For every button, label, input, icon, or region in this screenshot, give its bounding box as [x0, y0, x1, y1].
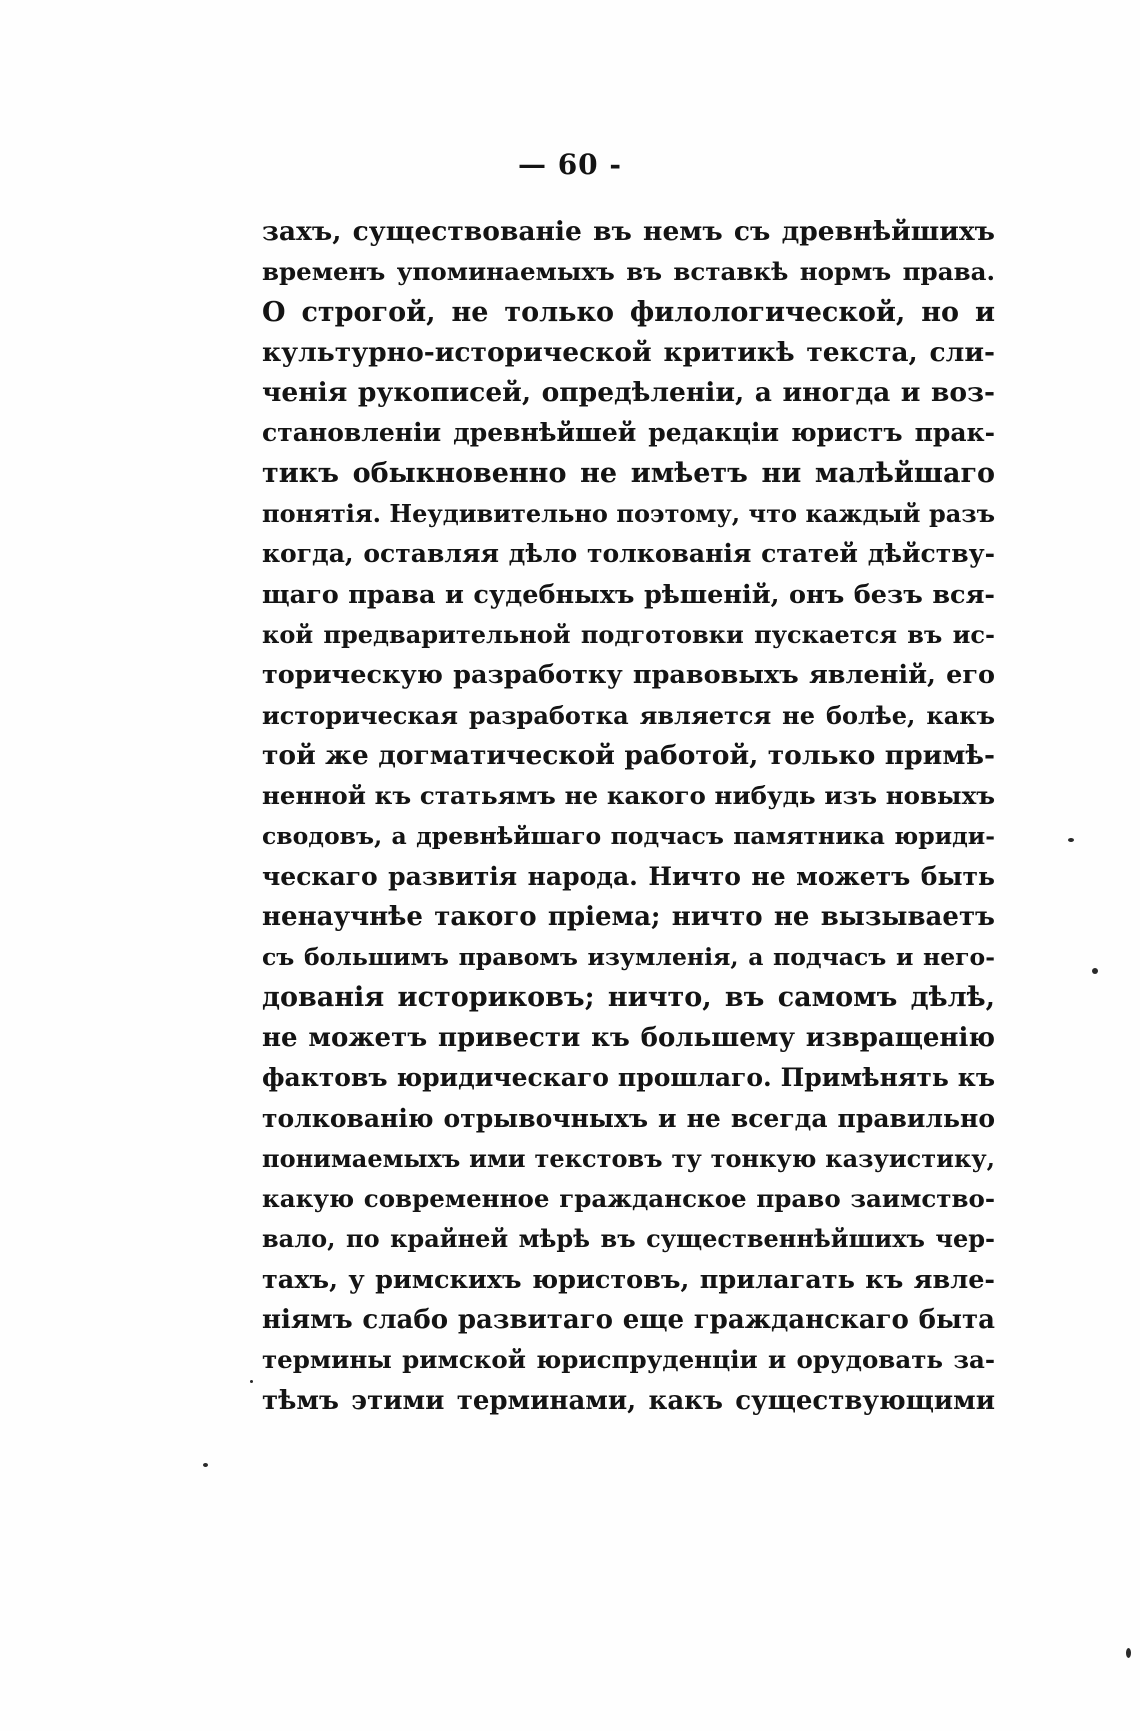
text-line: вало, по крайней мѣрѣ въ существеннѣйшихъ чер- — [262, 1224, 995, 1254]
text-line: съ большимъ правомъ изумленія, а подчасъ и него- — [262, 943, 995, 972]
text-line: фактовъ юридическаго прошлаго. Примѣнять къ — [262, 1063, 995, 1093]
text-line: той же догматической работой, только примѣ- — [262, 739, 995, 771]
text-line: понимаемыхъ ими текстовъ ту тонкую казуистику, — [262, 1143, 995, 1173]
text-line: ческаго развитія народа. Ничто не можетъ быть — [262, 861, 995, 891]
text-line: кой предварительной подготовки пускается въ ис- — [262, 619, 995, 649]
text-line: когда, оставляя дѣло толкованія статей дѣйству- — [262, 539, 995, 569]
text-line: тикъ обыкновенно не имѣетъ ни малѣйшаго — [262, 457, 995, 489]
text-line: торическую разработку правовыхъ явленій, его — [262, 660, 995, 691]
text-line: дованія историковъ; ничто, въ самомъ дѣлѣ, — [262, 981, 995, 1013]
body-text — [262, 212, 995, 1421]
text-line: сводовъ, а древнѣйшаго подчасъ памятника юриди- — [262, 822, 995, 851]
text-line: щаго права и судебныхъ рѣшеній, онъ безъ вся- — [262, 579, 995, 610]
text-line: захъ, существованіе въ немъ съ древнѣйшихъ — [262, 216, 995, 247]
text-line: тахъ, у римскихъ юристовъ, прилагать къ явле- — [262, 1264, 995, 1295]
scan-speck — [1092, 968, 1098, 974]
text-line: ченія рукописей, опредѣленіи, а иногда и воз- — [262, 377, 995, 409]
scan-speck — [250, 1380, 253, 1383]
text-line: ніямъ слабо развитаго еще гражданскаго быта — [262, 1305, 995, 1336]
text-line: тѣмъ этими терминами, какъ существующими — [262, 1385, 995, 1416]
text-line: понятія. Неудивительно поэтому, что каждый разъ — [262, 499, 995, 529]
scan-speck — [1126, 1648, 1131, 1658]
page-number: — 60 - — [517, 148, 623, 181]
text-line: не можетъ привести къ большему извращенію — [262, 1022, 995, 1053]
scan-speck — [203, 1463, 208, 1467]
text-line: О строгой, не только филологической, но и — [262, 296, 995, 328]
text-line: какую современное гражданское право заимство- — [262, 1184, 995, 1214]
text-line: культурно-исторической критикѣ текста, сли- — [262, 336, 995, 368]
text-line: историческая разработка является не болѣе, какъ — [262, 700, 995, 730]
text-line: термины римской юриспруденціи и орудовать за- — [262, 1345, 995, 1375]
text-line: ненаучнѣе такого пріема; ничто не вызываетъ — [262, 902, 995, 933]
scan-speck — [1068, 838, 1074, 842]
text-line: временъ упоминаемыхъ въ вставкѣ нормъ права. — [262, 257, 995, 287]
text-line: становленіи древнѣйшей редакціи юристъ прак- — [262, 418, 995, 448]
text-line: ненной къ статьямъ не какого нибудь изъ новыхъ — [262, 781, 995, 811]
text-line: толкованію отрывочныхъ и не всегда правильно — [262, 1103, 995, 1133]
